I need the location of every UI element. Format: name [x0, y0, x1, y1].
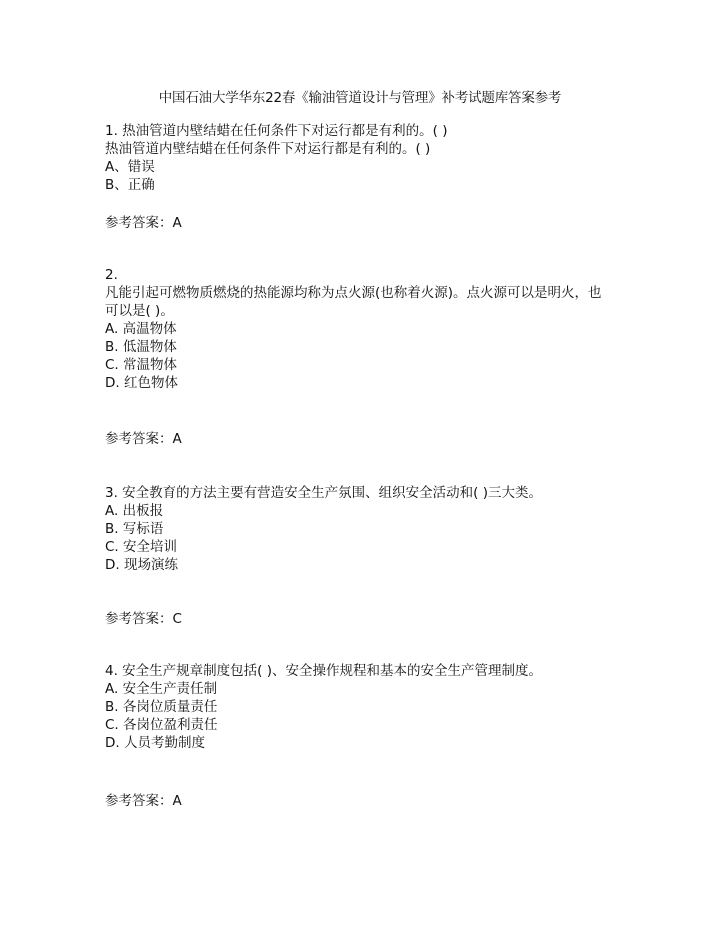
question-3-option-d: D. 现场演练 [105, 557, 178, 573]
question-2-stem: 凡能引起可燃物质燃烧的热能源均称为点火源(也称着火源)。点火源可以是明火，也可以是( )。 [105, 285, 602, 319]
question-4-option-a: A. 安全生产责任制 [105, 681, 218, 697]
question-4-option-c: C. 各岗位盈利责任 [105, 717, 218, 733]
question-2-option-c: C. 常温物体 [105, 357, 178, 373]
question-2-header: 2. [105, 267, 118, 283]
question-3-option-b: B. 写标语 [105, 521, 164, 537]
question-3-option-c: C. 安全培训 [105, 539, 178, 555]
question-4-header: 4. 安全生产规章制度包括( )、安全操作规程和基本的安全生产管理制度。 [105, 663, 542, 679]
question-2-option-b: B. 低温物体 [105, 339, 177, 355]
question-3-answer: 参考答案：C [105, 611, 182, 627]
question-4-answer: 参考答案：A [105, 793, 182, 809]
question-1-header: 1. 热油管道内壁结蜡在任何条件下对运行都是有利的。( ) [105, 123, 448, 139]
question-1-answer: 参考答案：A [105, 215, 182, 231]
question-3-option-a: A. 出板报 [105, 503, 164, 519]
question-1-option-a: A、错误 [105, 159, 155, 175]
question-3-header: 3. 安全教育的方法主要有营造安全生产氛围、组织安全活动和( )三大类。 [105, 485, 542, 501]
question-2-answer: 参考答案：A [105, 431, 182, 447]
question-4-option-b: B. 各岗位质量责任 [105, 699, 218, 715]
document-title: 中国石油大学华东22春《输油管道设计与管理》补考试题库答案参考 [158, 90, 562, 106]
question-1-stem: 热油管道内壁结蜡在任何条件下对运行都是有利的。( ) [105, 141, 431, 157]
question-4-option-d: D. 人员考勤制度 [105, 735, 205, 751]
question-2-option-d: D. 红色物体 [105, 375, 178, 391]
question-1-option-b: B、正确 [105, 177, 155, 193]
question-2-option-a: A. 高温物体 [105, 321, 177, 337]
